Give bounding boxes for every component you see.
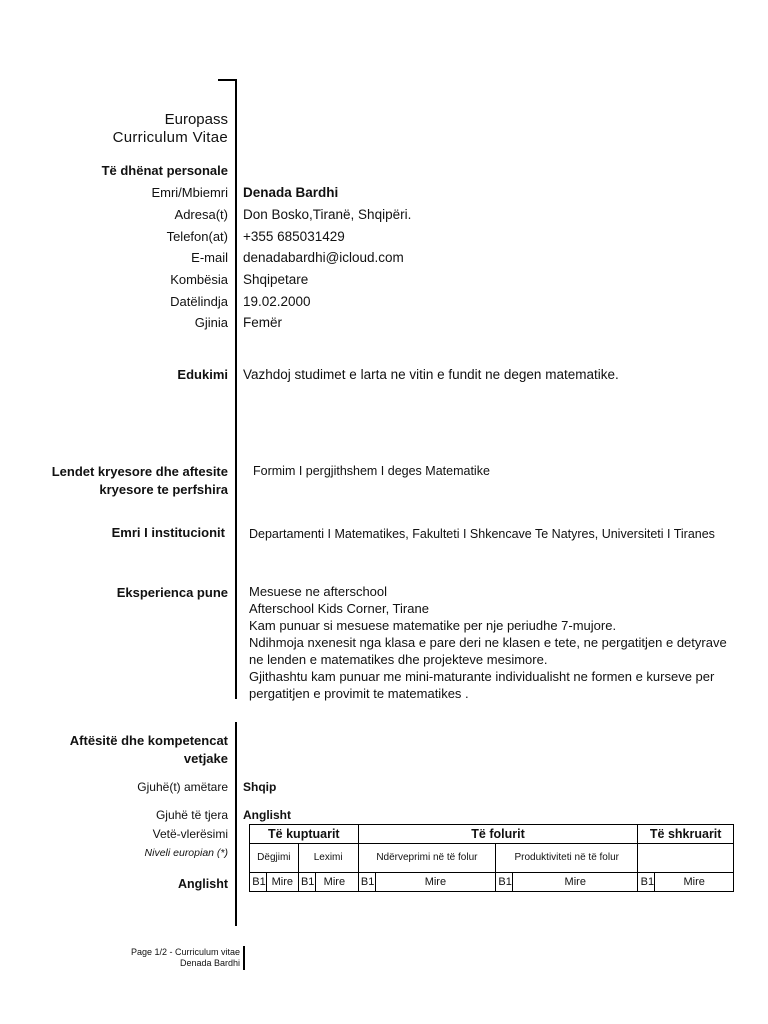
institution-value: Departamenti I Matematikes, Fakulteti I Shkencave Te Natyres, Universiteti I Tiranes <box>249 527 715 541</box>
title-line-europass: Europass <box>164 111 228 128</box>
header-rule <box>218 79 236 81</box>
other-languages-label: Gjuhë të tjera <box>155 808 228 822</box>
mother-tongue-label: Gjuhë(t) amëtare <box>137 780 228 794</box>
personal-section-title: Të dhënat personale <box>101 163 228 178</box>
education-value: Vazhdoj studimet e larta ne vitin e fundit ne degen matematike. <box>243 367 619 382</box>
level-desc-cell: Mire <box>513 873 638 892</box>
self-assessment-label: Vetë-vlerësimi <box>152 827 228 841</box>
experience-line: Afterschool Kids Corner, Tirane <box>249 601 429 616</box>
subjects-label-line2: kryesore te perfshira <box>99 482 228 497</box>
level-cell: B1 <box>250 873 267 892</box>
european-level-label: Niveli europian (*) <box>144 847 228 859</box>
level-cell: B1 <box>358 873 375 892</box>
skills-section-title <box>70 732 228 768</box>
mother-tongue-value: Shqip <box>243 780 277 794</box>
experience-label: Eksperienca pune <box>116 585 228 600</box>
value-birthdate: 19.02.2000 <box>243 294 311 309</box>
level-cell: B1 <box>638 873 655 892</box>
value-phone: +355 685031429 <box>243 229 345 244</box>
group-understanding: Të kuptuarit <box>250 825 359 844</box>
subjects-label-line1: Lendet kryesore dhe aftesite <box>51 464 228 479</box>
value-nationality: Shqipetare <box>243 272 309 287</box>
footer-divider-line <box>243 946 245 970</box>
subheader-listening: Dëgjimi <box>250 844 299 873</box>
experience-line: ne lenden e matematikes dhe projekteve mesimore. <box>249 652 548 667</box>
group-speaking: Të folurit <box>358 825 638 844</box>
level-desc-cell: Mire <box>375 873 495 892</box>
label-nationality: Kombësia <box>170 272 228 287</box>
language-table <box>249 824 734 892</box>
subheader-writing <box>638 844 734 873</box>
skills-divider-line <box>235 722 237 926</box>
experience-line: Gjithashtu kam punuar me mini-maturante individualisht ne formen e kurseve per <box>249 669 715 684</box>
language-row-label: Anglisht <box>178 877 228 891</box>
label-address: Adresa(t) <box>174 207 228 222</box>
cv-title <box>113 111 228 147</box>
level-desc-cell: Mire <box>655 873 734 892</box>
subjects-label <box>52 463 228 499</box>
main-divider-line <box>235 79 237 699</box>
value-email[interactable]: denadabardhi@icloud.com <box>243 250 404 265</box>
value-name: Denada Bardhi <box>243 185 339 200</box>
value-gender: Femër <box>243 315 283 330</box>
label-phone: Telefon(at) <box>166 229 228 244</box>
group-writing: Të shkruarit <box>638 825 734 844</box>
label-name: Emri/Mbiemri <box>151 185 228 200</box>
subjects-value: Formim I pergjithshem I deges Matematike <box>253 464 490 478</box>
experience-line: Mesuese ne afterschool <box>249 584 388 599</box>
subheader-reading: Leximi <box>298 844 358 873</box>
label-email: E-mail <box>191 250 228 265</box>
subheader-production: Produktiviteti në të folur <box>496 844 638 873</box>
level-cell: B1 <box>496 873 513 892</box>
label-gender: Gjinia <box>194 315 228 330</box>
page-footer <box>131 947 240 969</box>
label-birthdate: Datëlindja <box>170 294 228 309</box>
other-languages-value: Anglisht <box>243 808 291 822</box>
level-desc-cell: Mire <box>267 873 299 892</box>
subheader-interaction: Ndërveprimi në të folur <box>358 844 495 873</box>
skills-title-line2: vetjake <box>183 751 228 766</box>
title-line-cv: Curriculum Vitae <box>112 129 228 146</box>
experience-line: Kam punuar si mesuese matematike per nje periudhe 7-mujore. <box>249 618 617 633</box>
footer-name: Denada Bardhi <box>179 958 240 968</box>
education-label: Edukimi <box>177 367 228 382</box>
experience-line: Ndihmoja nxenesit nga klasa e pare deri ne klasen e tete, ne pergatitjen e detyrave <box>249 635 727 650</box>
institution-label: Emri I institucionit <box>111 525 225 540</box>
experience-line: pergatitjen e provimit te matematikes . <box>249 686 469 701</box>
footer-page-info: Page 1/2 - Curriculum vitae <box>130 947 240 957</box>
skills-title-line1: Aftësitë dhe kompetencat <box>69 733 228 748</box>
level-desc-cell: Mire <box>315 873 358 892</box>
value-address: Don Bosko,Tiranë, Shqipëri. <box>243 207 412 222</box>
experience-text <box>249 583 727 702</box>
level-cell: B1 <box>298 873 315 892</box>
